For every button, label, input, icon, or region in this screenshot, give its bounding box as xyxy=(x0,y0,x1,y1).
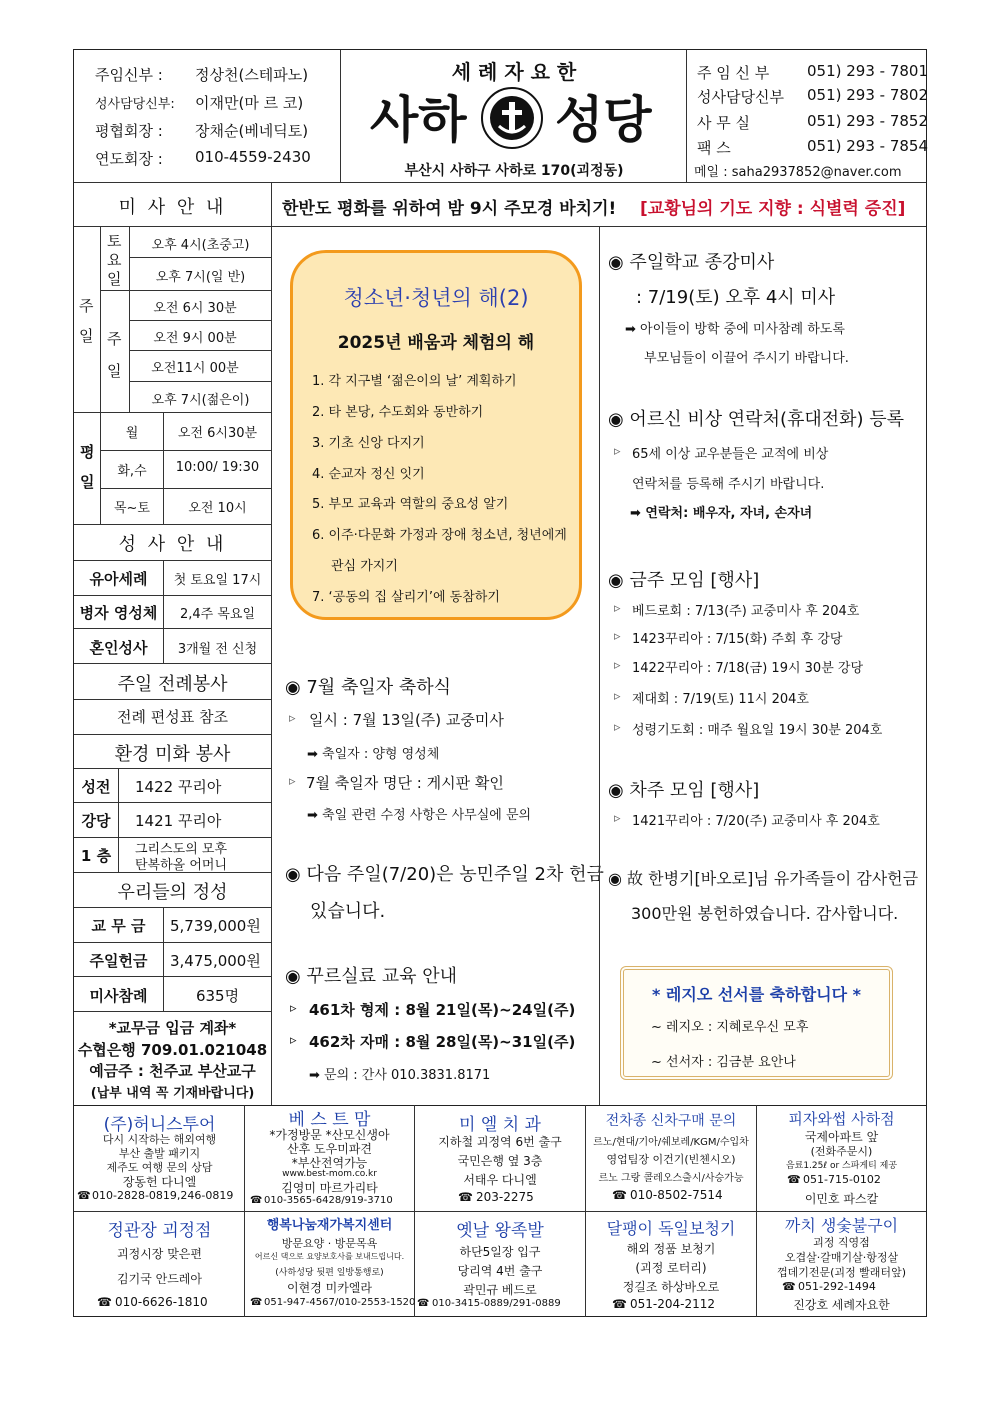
ad-phone: 010-6626-1810 xyxy=(115,1295,208,1309)
mass-time: 오후 7시(젊은이) xyxy=(151,393,250,408)
clergy-name: 010-4559-2430 xyxy=(195,148,311,166)
phone-icon: ☎ xyxy=(250,1195,263,1206)
feast-line: ➡ 축일자 : 양형 영성체 xyxy=(307,747,440,762)
clergy-role: 성사담당신부: xyxy=(95,97,175,112)
ad-line: 오겹살·갈매기살·항정살 xyxy=(784,1251,899,1264)
elder-contact-title: ◉ 어르신 비상 연락처(휴대전화) 등록 xyxy=(608,409,905,430)
church-logo-icon xyxy=(477,86,547,150)
ad-line: 국제아파트 앞 xyxy=(804,1130,879,1144)
weekday-day: 월 xyxy=(125,426,139,441)
youth-year-item: 5. 부모 교육과 역할의 중요성 알기 xyxy=(312,497,509,512)
ad-line: 껍데기전문(괴정 빨래터앞) xyxy=(777,1266,906,1279)
youth-year-item: 4. 순교자 정신 잇기 xyxy=(312,467,425,482)
cursillo-line: ➡ 문의 : 간사 010.3831.8171 xyxy=(309,1068,491,1083)
elder-contact-line: 연락처를 등록해 주시기 바랍니다. xyxy=(632,477,825,492)
school-mass-line: 부모님들이 이끌어 주시기 바랍니다. xyxy=(644,351,849,366)
church-name-left: 사하 xyxy=(370,91,467,149)
contact-phone: 051) 293 - 7852 xyxy=(807,112,929,130)
weekday-time: 10:00/ 19:30 xyxy=(175,460,260,475)
offering-title: 우리들의 정성 xyxy=(117,882,228,903)
feast-title: ◉ 7월 축일자 축하식 xyxy=(285,677,452,698)
bullet-icon: ▹ xyxy=(289,774,296,789)
ad-line: 르노/현대/기아/쉐보레/KGM/수입차 xyxy=(593,1137,749,1148)
youth-year-item: 관심 가지기 xyxy=(331,559,398,574)
offering-name: 교 무 금 xyxy=(91,917,146,935)
ad-line: www.best-mom.co.kr xyxy=(282,1169,377,1179)
ad-phone: 051-204-2112 xyxy=(630,1297,716,1311)
this-week-line: 베드로회 : 7/13(주) 교중미사 후 204호 xyxy=(632,604,860,619)
contact-phone: 051) 293 - 7801 xyxy=(807,62,929,80)
this-week-line: 1423꾸리아 : 7/15(화) 주회 후 강당 xyxy=(632,632,843,647)
cursillo-line: 461차 형제 : 8월 21일(목)~24일(주) xyxy=(309,1001,576,1019)
youth-year-item: 3. 기초 신앙 다지기 xyxy=(312,436,425,451)
weekday-time: 오전 10시 xyxy=(188,501,247,516)
church-address: 부산시 사하구 사하로 170(괴정동) xyxy=(404,163,624,179)
banner-main: 한반도 평화를 위하여 밤 9시 주모경 바치기! xyxy=(282,199,617,219)
ad-line: (전화주문시) xyxy=(810,1145,873,1158)
account-note: (납부 내역 꼭 기재바랍니다) xyxy=(90,1086,255,1101)
ad-line: *부산전역가능 xyxy=(291,1156,368,1170)
liturgy-title: 주일 전례봉사 xyxy=(117,674,228,695)
offering-value: 635명 xyxy=(195,987,240,1005)
ad-line: (사하성당 뒷편 일방통행로) xyxy=(275,1268,384,1278)
sunday-sub-label: 주일 xyxy=(107,330,122,380)
this-week-title: ◉ 금주 모임 [행사] xyxy=(608,570,760,591)
this-week-line: 제대회 : 7/19(토) 11시 204호 xyxy=(632,692,809,707)
ad-line: 국민은행 옆 3층 xyxy=(457,1154,543,1168)
school-mass-date: : 7/19(토) 오후 4시 미사 xyxy=(636,287,836,308)
account-holder: 예금주 : 천주교 부산교구 xyxy=(89,1062,256,1080)
cursillo-title: ◉ 꾸르실료 교육 안내 xyxy=(285,966,457,987)
feast-line: ➡ 축일 관련 수정 사항은 사무실에 문의 xyxy=(307,808,532,823)
sacrament-value: 2,4주 목요일 xyxy=(179,607,256,622)
school-mass-line: ➡ 아이들이 방학 중에 미사참례 하도록 xyxy=(625,322,845,337)
next-week-line: 1421꾸리아 : 7/20(주) 교중미사 후 204호 xyxy=(632,814,880,829)
ad-phone: 051-947-4567/010-2553-1520 xyxy=(264,1297,416,1308)
saturday-label: 토요일 xyxy=(107,232,122,288)
bullet-icon: ▹ xyxy=(614,658,621,673)
ad-phone: 051-292-1494 xyxy=(798,1280,876,1293)
ad-line: 르노 그랑 콜레오스출시/사승가능 xyxy=(598,1173,744,1184)
youth-year-item: 1. 각 지구별 ‘젊은이의 날’ 계획하기 xyxy=(312,374,517,389)
mass-time: 오전11시 00분 xyxy=(151,361,239,376)
env-place: 성전 xyxy=(81,778,111,796)
sacrament-name: 병자 영성체 xyxy=(79,604,158,622)
liturgy-value: 전례 편성표 참조 xyxy=(117,708,228,726)
thanks-line2: 300만원 봉헌하였습니다. 감사합니다. xyxy=(631,904,899,923)
ad-line: 당리역 4번 출구 xyxy=(457,1264,543,1278)
sunday-label: 주일 xyxy=(79,297,94,345)
ad-line: 영업팀장 이건기(빈첸시오) xyxy=(606,1153,736,1166)
sacrament-name: 혼인성사 xyxy=(89,639,148,657)
sacrament-title: 성 사 안 내 xyxy=(118,534,227,555)
sacrament-name: 유아세례 xyxy=(89,570,148,588)
elder-contact-line: 65세 이상 교우분들은 교적에 비상 xyxy=(632,447,829,462)
ad-phone: 010-8502-7514 xyxy=(630,1188,723,1202)
ad-title: (주)허니스투어 xyxy=(103,1115,216,1135)
ad-line: 김영미 마르가리타 xyxy=(281,1181,378,1195)
phone-icon: ☎ xyxy=(97,1295,112,1309)
this-week-line: 성령기도회 : 매주 월요일 19시 30분 204호 xyxy=(632,723,883,738)
phone-icon: ☎ xyxy=(417,1298,430,1309)
account-number: 수협은행 709.01.021048 xyxy=(77,1041,268,1059)
youth-year-subtitle: 2025년 배움과 체험의 해 xyxy=(337,333,535,353)
feast-line: 7월 축일자 명단 : 게시판 확인 xyxy=(306,774,504,792)
ad-line: 정길조 하상바오로 xyxy=(622,1280,720,1294)
ad-line: 산후 도우미파견 xyxy=(287,1142,372,1156)
ad-title: 정관장 괴정점 xyxy=(107,1221,212,1241)
ad-line: 괴정 직영점 xyxy=(813,1236,870,1249)
church-name-right: 성당 xyxy=(555,91,652,149)
bullet-icon: ▹ xyxy=(614,444,621,459)
ad-line: 어르신 댁으로 요양보호사를 보내드립니다. xyxy=(254,1252,405,1261)
phone-icon: ☎ xyxy=(250,1297,263,1308)
clergy-name: 장채순(베네딕토) xyxy=(195,122,309,140)
farmers-sunday-line2: 있습니다. xyxy=(310,901,386,922)
phone-icon: ☎ xyxy=(782,1280,796,1293)
contact-label: 팩 스 xyxy=(697,139,731,157)
env-team: 그리스도의 모후 xyxy=(135,842,228,857)
bullet-icon: ▹ xyxy=(614,720,621,735)
mass-time: 오후 7시(일 반) xyxy=(155,270,246,285)
ad-line: 장동헌 다니엘 xyxy=(122,1175,197,1189)
ad-line: *가정방문 *산모신생아 xyxy=(269,1128,390,1142)
clergy-name: 이재만(마 르 코) xyxy=(195,94,304,112)
weekday-time: 오전 6시30분 xyxy=(177,426,258,441)
youth-year-item: 2. 타 본당, 수도회와 동반하기 xyxy=(312,405,484,420)
youth-year-item: 6. 이주·다문화 가정과 장애 청소년, 청년에게 xyxy=(312,528,567,543)
weekday-day: 화,수 xyxy=(117,464,147,479)
clergy-role: 연도회장 : xyxy=(95,150,163,168)
phone-icon: ☎ xyxy=(612,1188,627,1202)
ad-title: 미 엘 치 과 xyxy=(459,1115,541,1135)
mass-time: 오후 4시(초중고) xyxy=(151,238,250,253)
sacrament-value: 첫 토요일 17시 xyxy=(173,573,262,588)
bullet-icon: ▹ xyxy=(289,711,296,726)
bullet-icon: ▹ xyxy=(614,629,621,644)
ad-line: 방문요양 · 방문목욕 xyxy=(281,1237,378,1250)
contact-phone: 051) 293 - 7802 xyxy=(807,86,929,104)
ad-line: 지하철 괴정역 6번 출구 xyxy=(438,1135,562,1149)
ad-phone: 010-3415-0889/291-0889 xyxy=(432,1298,561,1309)
feast-line: 일시 : 7월 13일(주) 교중미사 xyxy=(309,711,504,729)
ad-line: 다시 시작하는 해외여행 xyxy=(102,1133,217,1146)
elder-contact-line: ➡ 연락처: 배우자, 자녀, 손자녀 xyxy=(630,506,813,521)
offering-name: 주일헌금 xyxy=(89,952,148,970)
ad-phone: 051-715-0102 xyxy=(803,1173,881,1186)
ad-title: 행복나눔재가복지센터 xyxy=(266,1218,393,1233)
env-place: 강당 xyxy=(81,812,111,830)
legio-line: ~ 레지오 : 지혜로우신 모후 xyxy=(651,1020,809,1035)
ad-line: 부산 출발 패키지 xyxy=(118,1147,201,1160)
ad-title: 베 스 트 맘 xyxy=(288,1110,371,1130)
ad-line: 이민호 파스칼 xyxy=(804,1192,879,1206)
offering-value: 5,739,000원 xyxy=(170,917,261,935)
ad-line: (괴정 로터리) xyxy=(635,1261,707,1275)
farmers-sunday-line1: ◉ 다음 주일(7/20)은 농민주일 2차 헌금 xyxy=(285,864,604,885)
bullet-icon: ▹ xyxy=(614,811,621,826)
school-mass-title: ◉ 주일학교 종강미사 xyxy=(608,252,775,273)
clergy-role: 평협회장 : xyxy=(95,122,163,140)
sacrament-value: 3개월 전 신청 xyxy=(177,642,258,657)
ad-line: 해외 정품 보청기 xyxy=(626,1242,716,1256)
ad-title: 달팽이 독일보청기 xyxy=(606,1219,736,1238)
ad-phone: 010-3565-6428/919-3710 xyxy=(264,1195,393,1206)
ad-line: 진강호 세례자요한 xyxy=(793,1298,890,1312)
env-place: 1 층 xyxy=(80,847,112,865)
env-team: 1422 꾸리아 xyxy=(135,778,222,796)
bullet-icon: ▹ xyxy=(290,1033,297,1048)
ad-title: 옛날 왕족발 xyxy=(456,1221,544,1241)
phone-icon: ☎ xyxy=(612,1297,627,1311)
ad-phone: 010-2828-0819,246-0819 xyxy=(92,1189,234,1202)
ad-title: 전차종 신차구매 문의 xyxy=(605,1113,737,1129)
weekday-label: 평일 xyxy=(80,443,95,491)
clergy-role: 주임신부 : xyxy=(95,66,163,84)
ad-line: 하단5일장 입구 xyxy=(459,1245,541,1259)
legio-line: ~ 선서자 : 김금분 요안나 xyxy=(651,1055,796,1070)
youth-year-item: 7. ‘공동의 집 살리기’에 동참하기 xyxy=(312,590,500,605)
ad-line: 음료1.25ℓ or 스파게티 제공 xyxy=(785,1161,898,1171)
contact-email: 메일 : saha2937852@naver.com xyxy=(694,165,902,180)
bullet-icon: ▹ xyxy=(290,1001,297,1016)
mass-time: 오전 6시 30분 xyxy=(153,301,237,316)
environment-title: 환경 미화 봉사 xyxy=(114,744,231,765)
phone-icon: ☎ xyxy=(458,1190,473,1204)
thanks-line1: ◉ 故 한병기[바오로]님 유가족들이 감사헌금 xyxy=(608,869,919,888)
header-subtitle: 세 례 자 요 한 xyxy=(451,60,577,84)
ad-title: 까치 생숯불구이 xyxy=(784,1216,899,1235)
banner-intention: [교황님의 기도 지향 : 식별력 증진] xyxy=(640,199,906,219)
ad-title: 피자와썹 사하점 xyxy=(788,1110,895,1128)
bullet-icon: ▹ xyxy=(614,689,621,704)
cursillo-line: 462차 자매 : 8월 28일(목)~31일(주) xyxy=(309,1033,576,1051)
account-title: *교무금 입금 계좌* xyxy=(108,1019,237,1037)
next-week-title: ◉ 차주 모임 [행사] xyxy=(608,780,760,801)
ad-line: 괴정시장 맞은편 xyxy=(117,1247,202,1261)
ad-line: 이현경 미카엘라 xyxy=(287,1281,372,1295)
legio-title: * 레지오 선서를 축하합니다 * xyxy=(651,985,862,1004)
contact-label: 성사담당신부 xyxy=(697,88,784,106)
mass-time: 오전 9시 00분 xyxy=(153,331,237,346)
ad-line: 제주도 여행 문의 상담 xyxy=(106,1161,213,1174)
contact-label: 주 임 신 부 xyxy=(697,64,770,82)
clergy-name: 정상천(스테파노) xyxy=(195,66,309,84)
contact-label: 사 무 실 xyxy=(697,114,751,132)
ad-phone: 203-2275 xyxy=(476,1190,534,1204)
phone-icon: ☎ xyxy=(787,1173,801,1186)
contact-phone: 051) 293 - 7854 xyxy=(807,137,929,155)
offering-name: 미사참례 xyxy=(89,987,148,1005)
offering-value: 3,475,000원 xyxy=(170,952,261,970)
ad-line: 김기국 안드레아 xyxy=(117,1272,202,1286)
mass-guide-title: 미 사 안 내 xyxy=(118,197,227,218)
bullet-icon: ▹ xyxy=(614,601,621,616)
ad-line: 곽민규 베드로 xyxy=(463,1283,537,1297)
env-team: 탄복하올 어머니 xyxy=(135,858,228,873)
this-week-line: 1422꾸리아 : 7/18(금) 19시 30분 강당 xyxy=(632,661,864,676)
ad-line: 서태우 다니엘 xyxy=(463,1173,537,1187)
phone-icon: ☎ xyxy=(77,1189,91,1202)
env-team: 1421 꾸리아 xyxy=(135,812,222,830)
youth-year-title: 청소년·청년의 해(2) xyxy=(343,286,529,310)
weekday-day: 목~토 xyxy=(113,501,150,516)
